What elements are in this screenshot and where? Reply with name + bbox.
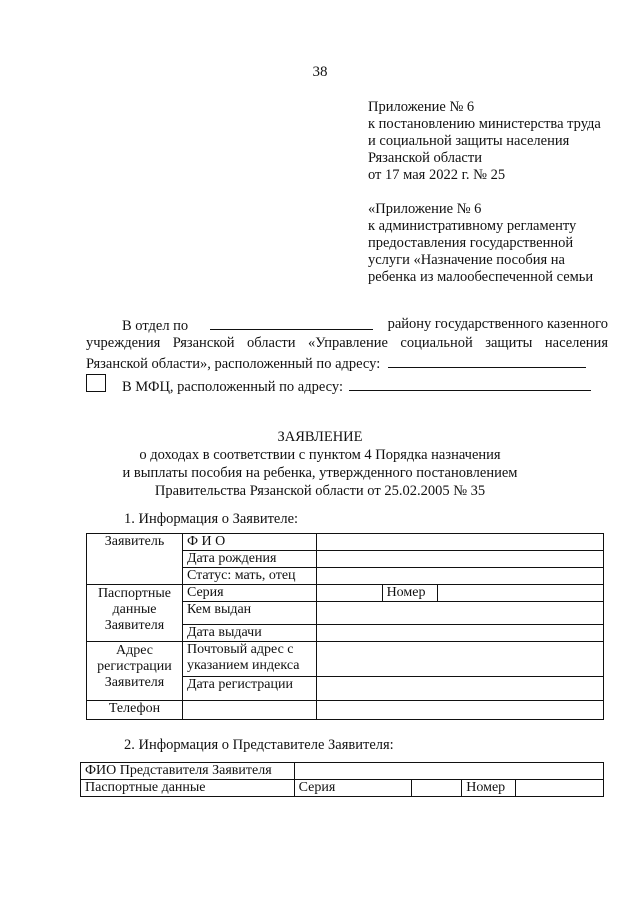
applicant-label: Заявитель [87, 534, 183, 585]
phone-value-cell[interactable] [182, 701, 316, 720]
section-2-heading: 2. Информация о Представителе Заявителя: [124, 737, 394, 753]
annex1-line: от 17 мая 2022 г. № 25 [368, 167, 506, 183]
phone-label: Телефон [87, 701, 183, 720]
statement-line-2: и выплаты пособия на ребенка, утвержденного постановлением [122, 465, 518, 481]
statement-line-1: о доходах в соответствии с пунктом 4 Порядка назначения [139, 447, 501, 463]
mfc-line [122, 376, 602, 397]
page-number: 38 [312, 64, 328, 80]
annex2-line: ребенка из малообеспеченной семьи [368, 269, 594, 285]
annex2-line: услуги «Назначение пособия на [368, 252, 565, 268]
number-label: Номер [382, 585, 437, 602]
statement-line-3: Правительства Рязанской области от 25.02.2005 № 35 [154, 483, 486, 499]
birth-date-value-cell[interactable] [316, 551, 603, 568]
registration-label-line: Адрес [115, 643, 153, 658]
registration-date-value-cell[interactable] [316, 677, 603, 701]
mfc-checkbox[interactable] [86, 374, 106, 392]
postal-address-label-line: Почтовый адрес с [186, 642, 294, 657]
address-line-3-text: Рязанской области», расположенный по адресу: [86, 356, 381, 372]
annex1-line: Рязанской области [368, 150, 482, 166]
issue-date-label: Дата выдачи [182, 625, 316, 642]
status-label: Статус: мать, отец [182, 568, 316, 585]
annex-header-2 [368, 201, 593, 286]
issued-by-value-cell[interactable] [316, 602, 603, 625]
rep-series-label: Серия [294, 780, 412, 797]
fio-value-cell[interactable] [316, 534, 603, 551]
annex1-line: Приложение № 6 [368, 99, 475, 115]
passport-label-line: данные [112, 602, 157, 617]
annex2-line: предоставления государственной [368, 235, 574, 251]
passport-label-line: Заявителя [104, 618, 165, 633]
registration-label [87, 642, 183, 701]
representative-table [80, 762, 604, 797]
rep-number-label: Номер [462, 780, 516, 797]
passport-label [87, 585, 183, 642]
mfc-text: В МФЦ, расположенный по адресу: [122, 379, 343, 395]
address-line-3 [86, 353, 608, 374]
address-suffix: району государственного казенного [387, 316, 608, 332]
postal-address-value-cell[interactable] [316, 642, 603, 677]
rep-fio-value-cell[interactable] [294, 763, 603, 780]
issued-by-label: Кем выдан [182, 602, 316, 625]
number-value-cell[interactable] [437, 585, 603, 602]
issue-date-value-cell[interactable] [316, 625, 603, 642]
fio-label: Ф И О [182, 534, 316, 551]
birth-date-label: Дата рождения [182, 551, 316, 568]
phone-extra-cell[interactable] [316, 701, 603, 720]
annex1-line: и социальной защиты населения [368, 133, 570, 149]
status-value-cell[interactable] [316, 568, 603, 585]
rep-series-value-cell[interactable] [412, 780, 462, 797]
registration-date-label: Дата регистрации [182, 677, 316, 701]
rep-number-value-cell[interactable] [516, 780, 604, 797]
annex-header-1 [368, 99, 601, 184]
section-1-heading: 1. Информация о Заявителе: [124, 511, 299, 527]
address-blank[interactable] [388, 353, 586, 368]
district-blank[interactable] [210, 315, 373, 330]
annex2-line: к административному регламенту [368, 218, 577, 234]
rep-fio-label: ФИО Представителя Заявителя [81, 763, 295, 780]
address-line-1 [122, 315, 608, 336]
series-label: Серия [182, 585, 316, 602]
annex1-line: к постановлению министерства труда [368, 116, 601, 132]
series-value-cell[interactable] [316, 585, 382, 602]
mfc-address-blank[interactable] [349, 376, 591, 391]
rep-passport-label: Паспортные данные [81, 780, 295, 797]
address-prefix: В отдел по [122, 318, 189, 334]
passport-label-line: Паспортные [97, 586, 172, 601]
postal-address-label-line: указанием индекса [186, 658, 300, 673]
address-line-2: учреждения Рязанской области «Управление социальной защиты населения [86, 335, 608, 351]
registration-label-line: регистрации [97, 659, 172, 674]
statement-title: ЗАЯВЛЕНИЕ [277, 429, 363, 445]
registration-label-line: Заявителя [104, 675, 165, 690]
applicant-table [86, 533, 604, 720]
postal-address-label [182, 642, 316, 677]
annex2-line: «Приложение № 6 [368, 201, 482, 217]
